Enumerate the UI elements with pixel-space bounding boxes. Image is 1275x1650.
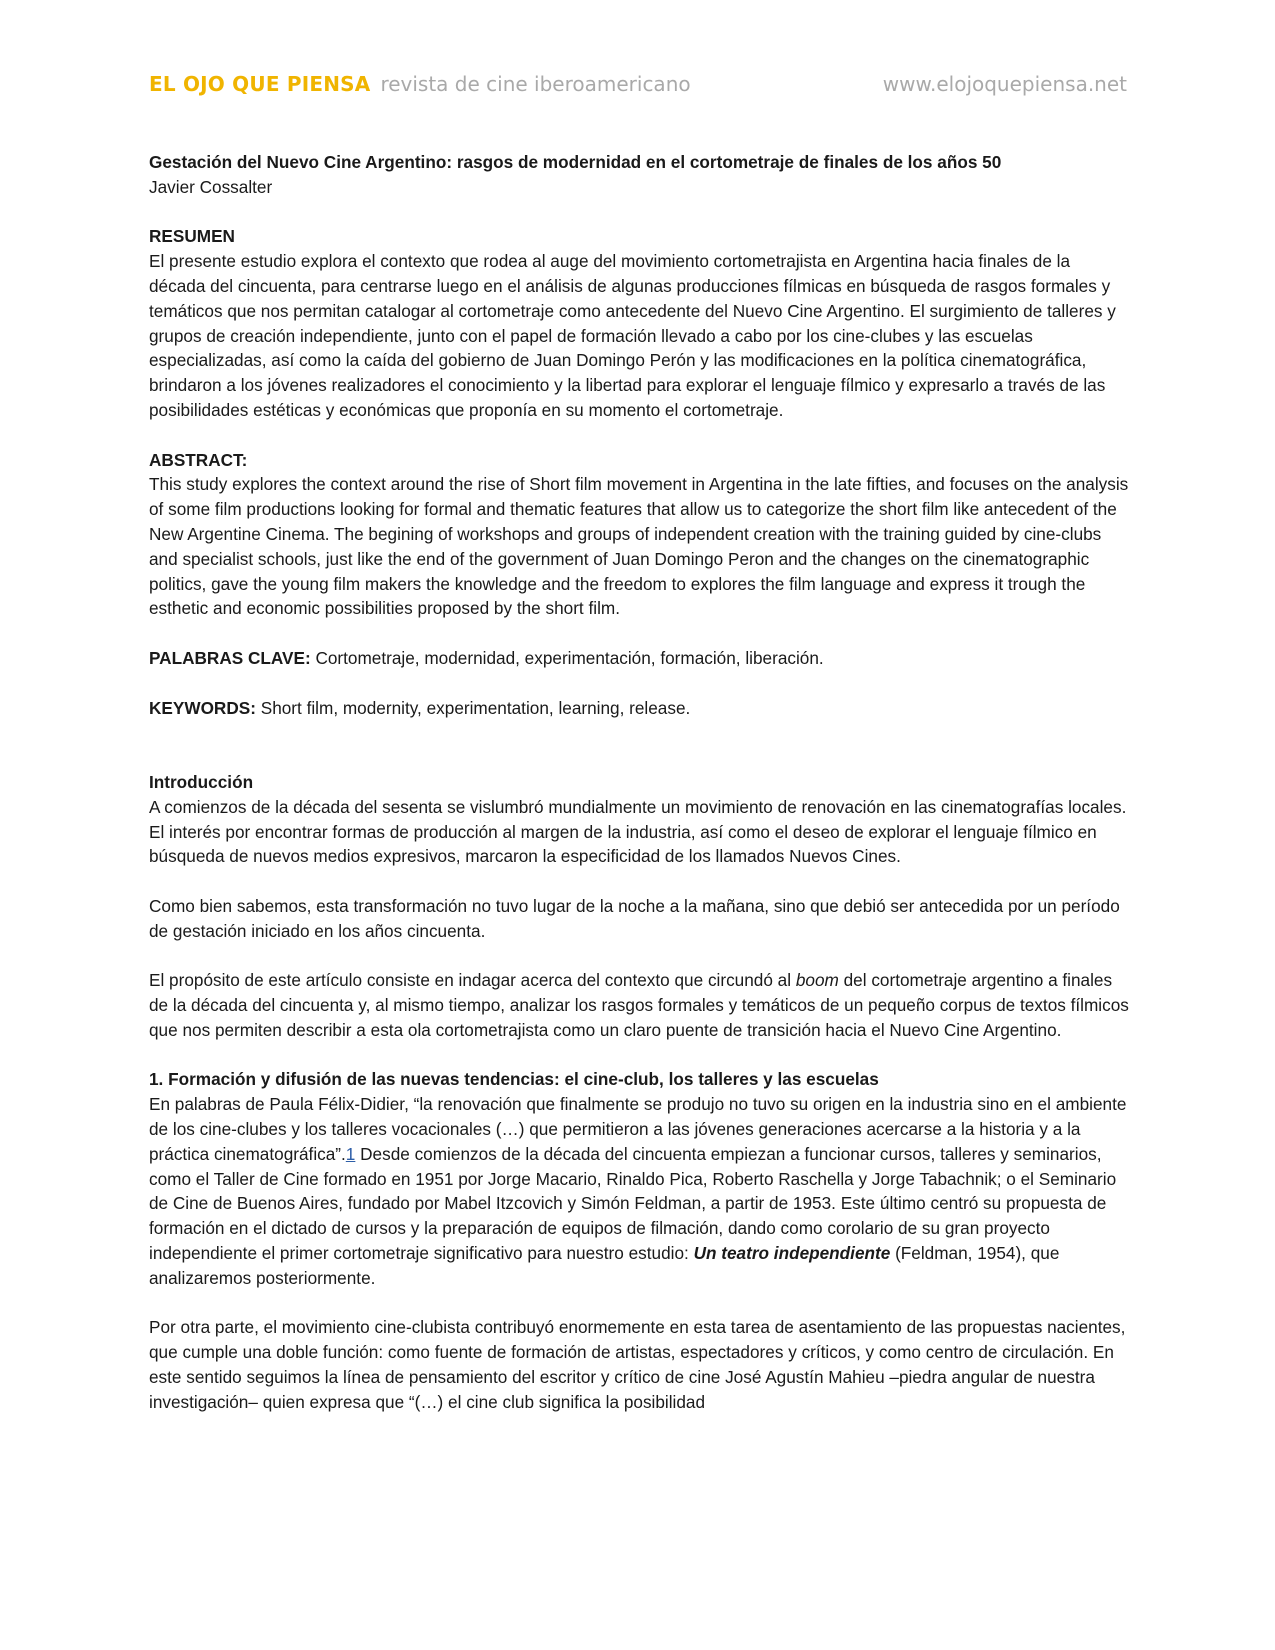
journal-tagline: revista de cine iberoamericano [380, 72, 691, 96]
article-body [149, 150, 1131, 1415]
palabras-clave-label: PALABRAS CLAVE: [149, 647, 311, 668]
section1-heading: 1. Formación y difusión de las nuevas tendencias: el cine-club, los talleres y las escuelas [149, 1069, 879, 1090]
section1-p1-part-c: (Feldman, 1954), que analizaremos posteriormente. [149, 1243, 1060, 1288]
intro-heading: Introducción [149, 771, 254, 792]
palabras-clave-text: Cortometraje, modernidad, experimentación, formación, liberación. [310, 647, 824, 668]
intro-p3-part-a: El propósito de este artículo consiste en indagar acerca del contexto que circundó al [149, 970, 796, 991]
journal-brand: EL OJO QUE PIENSA [149, 72, 371, 96]
journal-masthead [149, 72, 691, 96]
intro-p3-emphasis: boom [795, 970, 839, 991]
film-title: Un teatro independiente [693, 1243, 891, 1264]
section1-p1-part-b: Desde comienzos de la década del cincuenta empiezan a funcionar cursos, talleres y seminarios, como el Taller de Cine formado en 1951 por Jorge Macario, Rinaldo Pica, Roberto Raschella y Jorge Tabachnik; o el Seminario de Cine de Buenos Aires, fundado por Mabel Itzcovich y Simón Feldman, a partir de 1953. Este último centró su propuesta de formación en el dictado de cursos y la preparación de equipos de filmación, dando como corolario de su gran proyecto independiente el primer cortometraje significativo para nuestro estudio: [149, 1143, 1117, 1264]
keywords [149, 696, 1131, 721]
journal-header [149, 72, 1127, 108]
resumen-text: El presente estudio explora el contexto que rodea al auge del movimiento cortometrajista en Argentina hacia finales de la década del cincuenta, para centrarse luego en el análisis de algunas producciones fílmicas en búsqueda de rasgos formales y temáticos que nos permitan catalogar al cortometraje como antecedente del Nuevo Cine Argentino. El surgimiento de talleres y grupos de creación independiente, junto con el papel de formación llevado a cabo por los cine-clubes y las escuelas especializadas, así como la caída del gobierno de Juan Domingo Perón y las modificaciones en la política cinematográfica, brindaron a los jóvenes realizadores el conocimiento y la libertad para explorar el lenguaje fílmico y expresarlo a través de las posibilidades estéticas y económicas que proponía en su momento el cortometraje. [149, 251, 1116, 420]
section1-paragraph-1 [149, 1092, 1131, 1290]
intro-paragraph-3 [149, 968, 1131, 1042]
abstract-heading: ABSTRACT: [149, 449, 248, 470]
keywords-text: Short film, modernity, experimentation, learning, release. [255, 697, 691, 718]
article-title: Gestación del Nuevo Cine Argentino: rasgos de modernidad en el cortometraje de finales de los años 50 [149, 152, 1002, 172]
footnote-link-1[interactable]: 1 [345, 1143, 356, 1164]
section1-paragraph-2: Por otra parte, el movimiento cine-clubista contribuyó enormemente en esta tarea de asentamiento de las propuestas nacientes, que cumple una doble función: como fuente de formación de artistas, espectadores y críticos, y como centro de circulación. En este sentido seguimos la línea de pensamiento del escritor y crítico de cine José Agustín Mahieu –piedra angular de nuestra investigación– quien expresa que “(…) el cine club significa la posibilidad [149, 1317, 1126, 1412]
resumen-heading: RESUMEN [149, 226, 235, 247]
palabras-clave [149, 646, 1131, 671]
keywords-label: KEYWORDS: [149, 697, 256, 718]
journal-website: www.elojoquepiensa.net [882, 72, 1127, 96]
intro-paragraph-1: A comienzos de la década del sesenta se vislumbró mundialmente un movimiento de renovación en las cinematografías locales. El interés por encontrar formas de producción al margen de la industria, así como el deseo de explorar el lenguaje fílmico en búsqueda de nuevos medios expresivos, marcaron la especificidad de los llamados Nuevos Cines. [149, 796, 1127, 867]
intro-paragraph-2: Como bien sabemos, esta transformación no tuvo lugar de la noche a la mañana, sino que debió ser antecedida por un período de gestación iniciado en los años cincuenta. [149, 895, 1120, 941]
intro-p3-part-b: del cortometraje argentino a finales de la década del cincuenta y, al mismo tiempo, analizar los rasgos formales y temáticos de un pequeño corpus de textos fílmicos que nos permiten describir a esta ola cortometrajista como un claro puente de transición hacia el Nuevo Cine Argentino. [149, 970, 1129, 1040]
article-author: Javier Cossalter [149, 176, 273, 197]
abstract-text: This study explores the context around the rise of Short film movement in Argentina in the late fifties, and focuses on the analysis of some film productions looking for formal and thematic features that allow us to categorize the short film like antecedent of the New Argentine Cinema. The begining of workshops and groups of independent creation with the training guided by cine-clubs and specialist schools, just like the end of the government of Juan Domingo Peron and the changes on the cinematographic politics, gave the young film makers the knowledge and the freedom to explores the film language and express it trough the esthetic and economic possibilities proposed by the short film. [149, 474, 1129, 619]
section1-p1-part-a: En palabras de Paula Félix-Didier, “la renovación que finalmente se produjo no tuvo su origen en la industria sino en el ambiente de los cine-clubes y los talleres vocacionales (…) que permitieron a las jóvenes generaciones acercarse a la historia y a la práctica cinematográfica”. [149, 1094, 1127, 1164]
